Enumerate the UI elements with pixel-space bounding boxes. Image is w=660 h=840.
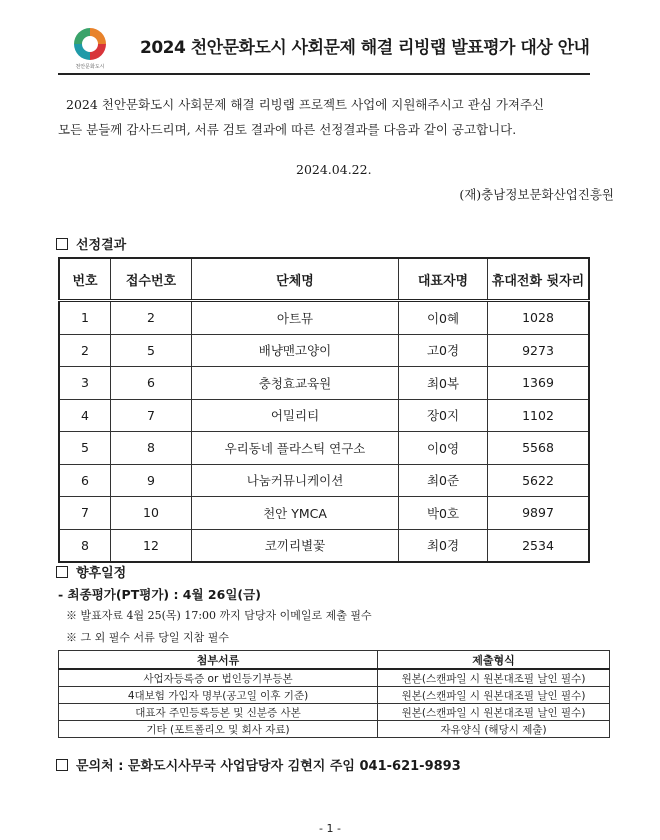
intro-line-2: 모든 분들께 감사드리며, 서류 검토 결과에 따른 선정결과를 다음과 같이 공고합니다. — [58, 122, 517, 137]
table-cell: 5 — [111, 334, 192, 367]
table-cell: 1 — [59, 301, 111, 335]
table-cell: 원본(스캔파일 시 원본대조필 날인 필수) — [378, 704, 610, 721]
organization-name: (재)충남정보문화산업진흥원 — [459, 187, 614, 202]
table-cell: 4대보험 가입자 명부(공고일 이후 기준) — [59, 687, 378, 704]
table-cell: 8 — [59, 529, 111, 562]
title-divider — [58, 73, 590, 75]
table-cell: 박0호 — [399, 497, 488, 530]
schedule-note-1: ※ 발표자료 4월 25(목) 17:00 까지 담당자 이메일로 제출 필수 — [66, 609, 372, 622]
table-cell: 9897 — [488, 497, 590, 530]
table-cell: 천안 YMCA — [192, 497, 399, 530]
attachments-header-row — [59, 651, 610, 670]
table-cell: 4 — [59, 399, 111, 432]
section-heading-schedule — [56, 562, 126, 581]
table-cell: 5622 — [488, 464, 590, 497]
table-cell: 고0경 — [399, 334, 488, 367]
intro-paragraph — [58, 92, 618, 142]
logo-text: 천안문화도시 — [75, 64, 105, 70]
table-row — [59, 367, 589, 400]
table-row — [59, 399, 589, 432]
table-row — [59, 669, 610, 687]
table-cell: 기타 (포트폴리오 및 회사 자료) — [59, 721, 378, 738]
table-cell: 5568 — [488, 432, 590, 465]
column-header: 첨부서류 — [59, 651, 378, 670]
table-cell: 9273 — [488, 334, 590, 367]
table-cell: 2 — [111, 301, 192, 335]
table-cell: 7 — [59, 497, 111, 530]
section-heading-results — [56, 234, 126, 253]
contact-line — [56, 755, 461, 774]
table-cell: 6 — [111, 367, 192, 400]
table-cell: 자유양식 (해당시 제출) — [378, 721, 610, 738]
final-evaluation-text: - 최종평가(PT평가) : 4월 26일(금) — [58, 587, 261, 602]
table-cell: 코끼리별꽃 — [192, 529, 399, 562]
page-title: 2024 천안문화도시 사회문제 해결 리빙랩 발표평가 대상 안내 — [140, 38, 590, 58]
attachments-table — [58, 650, 610, 738]
table-cell: 이0혜 — [399, 301, 488, 335]
column-header: 단체명 — [192, 258, 399, 301]
column-header: 번호 — [59, 258, 111, 301]
table-cell: 12 — [111, 529, 192, 562]
table-cell: 1028 — [488, 301, 590, 335]
table-row — [59, 704, 610, 721]
table-row — [59, 464, 589, 497]
checkbox-square-icon — [56, 238, 68, 250]
table-cell: 아트뮤 — [192, 301, 399, 335]
table-cell: 최0복 — [399, 367, 488, 400]
table-cell: 5 — [59, 432, 111, 465]
table-cell: 우리동네 플라스틱 연구소 — [192, 432, 399, 465]
table-cell: 사업자등록증 or 법인등기부등본 — [59, 669, 378, 687]
table-row — [59, 687, 610, 704]
page-number: - 1 - — [319, 822, 341, 835]
table-row — [59, 301, 589, 335]
table-row — [59, 334, 589, 367]
announcement-date: 2024.04.22. — [296, 162, 372, 177]
table-cell: 1369 — [488, 367, 590, 400]
schedule-note-2: ※ 그 외 필수 서류 당일 지참 필수 — [66, 631, 229, 644]
column-header: 제출형식 — [378, 651, 610, 670]
checkbox-square-icon — [56, 566, 68, 578]
table-cell: 장0지 — [399, 399, 488, 432]
schedule-main — [58, 585, 261, 603]
table-cell: 원본(스캔파일 시 원본대조필 날인 필수) — [378, 669, 610, 687]
table-cell: 충청효교육원 — [192, 367, 399, 400]
table-cell: 원본(스캔파일 시 원본대조필 날인 필수) — [378, 687, 610, 704]
table-row — [59, 529, 589, 562]
table-cell: 배냥맨고양이 — [192, 334, 399, 367]
table-cell: 2534 — [488, 529, 590, 562]
contact-text: 문의처 : 문화도시사무국 사업담당자 김현지 주임 041-621-9893 — [76, 759, 461, 774]
table-cell: 3 — [59, 367, 111, 400]
results-header-row — [59, 258, 589, 301]
table-cell: 어밀리티 — [192, 399, 399, 432]
column-header: 휴대전화 뒷자리 — [488, 258, 590, 301]
column-header: 대표자명 — [399, 258, 488, 301]
section-heading-schedule-label: 향후일정 — [76, 566, 127, 581]
checkbox-square-icon — [56, 759, 68, 771]
table-row — [59, 432, 589, 465]
table-row — [59, 721, 610, 738]
table-cell: 최0준 — [399, 464, 488, 497]
results-table — [58, 257, 590, 563]
table-cell: 대표자 주민등록등본 및 신분증 사본 — [59, 704, 378, 721]
table-cell: 9 — [111, 464, 192, 497]
table-cell: 7 — [111, 399, 192, 432]
table-cell: 최0경 — [399, 529, 488, 562]
table-cell: 이0영 — [399, 432, 488, 465]
logo-mark-icon — [70, 24, 110, 64]
table-cell: 나눔커뮤니케이션 — [192, 464, 399, 497]
table-row — [59, 497, 589, 530]
column-header: 접수번호 — [111, 258, 192, 301]
section-heading-results-label: 선정결과 — [76, 238, 127, 253]
intro-line-1: 2024 천안문화도시 사회문제 해결 리빙랩 프로젝트 사업에 지원해주시고 관심 가져주신 — [66, 97, 545, 112]
table-cell: 6 — [59, 464, 111, 497]
table-cell: 8 — [111, 432, 192, 465]
logo — [68, 24, 112, 70]
table-cell: 10 — [111, 497, 192, 530]
table-cell: 1102 — [488, 399, 590, 432]
table-cell: 2 — [59, 334, 111, 367]
